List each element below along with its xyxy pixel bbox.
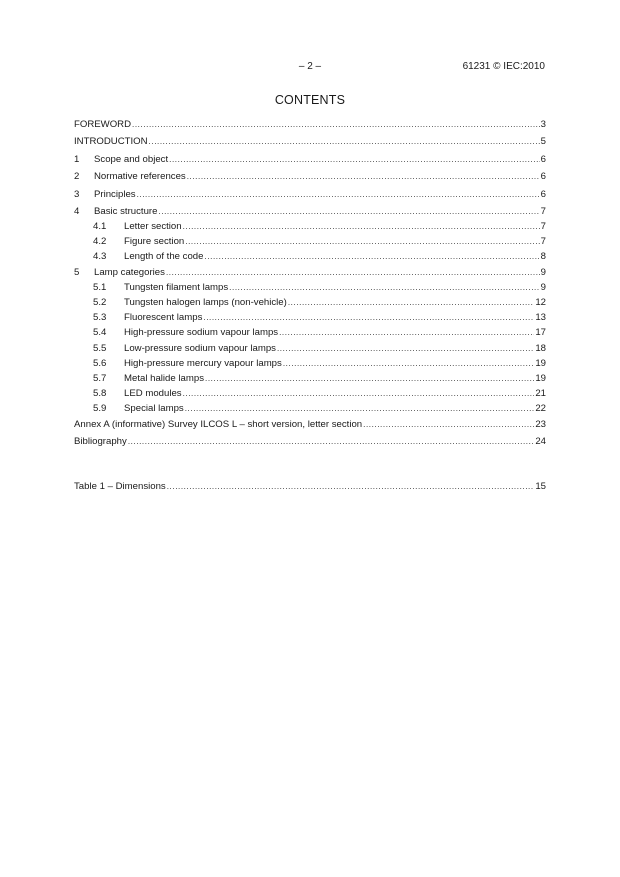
toc-entry[interactable] <box>74 117 546 132</box>
dot-leader <box>183 219 540 234</box>
toc-entry-page: 24 <box>535 435 546 447</box>
dot-leader <box>166 265 540 280</box>
dot-leader <box>203 310 534 325</box>
toc-entry-number: 5.2 <box>93 297 107 308</box>
toc-entry-title: Figure section <box>124 236 185 248</box>
toc-entry-page: 5 <box>540 136 546 148</box>
toc-entry[interactable] <box>74 386 546 401</box>
toc-entry-title: Letter section <box>124 221 182 233</box>
toc-entry-number: 1 <box>74 153 80 165</box>
toc-entry[interactable] <box>74 234 546 249</box>
toc-entry-title: Scope and object <box>94 153 169 165</box>
toc-entry-title: High-pressure mercury vapour lamps <box>124 357 282 369</box>
dot-leader <box>279 325 534 340</box>
dot-leader <box>185 401 535 416</box>
toc-entry-page: 9 <box>540 266 546 278</box>
toc-entry-title: FOREWORD <box>74 119 132 130</box>
toc-entry-title: Annex A (informative) Survey ILCOS L – short version, letter section <box>74 418 363 430</box>
toc-entry-title: Lamp categories <box>94 266 165 278</box>
toc-entry[interactable] <box>74 265 546 280</box>
toc-entry-page: 7 <box>540 221 546 233</box>
dot-leader <box>204 249 539 264</box>
toc-entry[interactable] <box>74 310 546 325</box>
toc-entry-number: 4.2 <box>93 236 107 248</box>
toc-entry-page: 7 <box>540 205 546 217</box>
toc-entry[interactable] <box>74 295 546 310</box>
toc-entry-number: 5.5 <box>93 342 107 354</box>
toc-entry[interactable] <box>74 401 546 416</box>
toc-entry[interactable] <box>74 169 546 184</box>
dot-leader <box>283 356 535 371</box>
contents-title: CONTENTS <box>274 93 346 107</box>
table-list-entry[interactable] <box>74 479 546 494</box>
toc-entry-title: Fluorescent lamps <box>124 312 203 324</box>
table-entry-page: 15 <box>535 481 546 493</box>
dot-leader <box>169 152 540 167</box>
toc-entry[interactable] <box>74 152 546 167</box>
toc-entry-title: Special lamps <box>124 403 184 415</box>
toc-entry-number: 3 <box>74 188 80 200</box>
toc-entry[interactable] <box>74 134 546 149</box>
toc-entry-number: 5.7 <box>93 372 107 384</box>
toc-entry-title: Bibliography <box>74 435 127 447</box>
toc-entry-number: 5.9 <box>93 403 107 415</box>
toc-entry-page: 6 <box>540 153 546 165</box>
toc-entry-page: 17 <box>535 327 546 339</box>
toc-entry[interactable] <box>74 434 546 449</box>
toc-entry-number: 5.1 <box>93 281 107 293</box>
toc-entry-title: Metal halide lamps <box>124 372 204 384</box>
toc-entry[interactable] <box>74 371 546 386</box>
dot-leader <box>183 386 535 401</box>
toc-entry-title: Tungsten halogen lamps (non-vehicle) <box>124 297 287 308</box>
toc-entry[interactable] <box>74 204 546 219</box>
toc-entry[interactable] <box>74 356 546 371</box>
toc-entry-title: High-pressure sodium vapour lamps <box>124 327 279 339</box>
toc-entry[interactable] <box>74 187 546 202</box>
toc-entry-number: 4 <box>74 205 80 217</box>
table-of-contents <box>74 117 546 494</box>
toc-entry-number: 2 <box>74 171 80 183</box>
dot-leader <box>149 134 540 149</box>
toc-entry[interactable] <box>74 219 546 234</box>
dot-leader <box>363 417 534 432</box>
toc-entry[interactable] <box>74 249 546 264</box>
dot-leader <box>277 341 534 356</box>
toc-entry-number: 5.8 <box>93 388 107 400</box>
toc-entry[interactable] <box>74 280 546 295</box>
toc-entry[interactable] <box>74 325 546 340</box>
dot-leader <box>229 280 539 295</box>
toc-entry-number: 5 <box>74 266 80 278</box>
toc-entry-title: LED modules <box>124 388 182 400</box>
toc-entry-title: Principles <box>94 188 136 200</box>
toc-entry-page: 6 <box>540 171 546 183</box>
toc-entry-number: 5.3 <box>93 312 107 324</box>
dot-leader <box>185 234 539 249</box>
toc-entry-title: Low-pressure sodium vapour lamps <box>124 342 276 354</box>
toc-entry-page: 13 <box>535 312 546 324</box>
dot-leader <box>288 295 534 310</box>
toc-entry-page: 8 <box>540 251 546 263</box>
toc-entry-page: 19 <box>535 357 546 369</box>
table-entry-title: Table 1 – Dimensions <box>74 481 166 493</box>
toc-entry-title: Normative references <box>94 171 186 183</box>
dot-leader <box>132 117 540 132</box>
standard-reference: 61231 © IEC:2010 <box>462 61 545 72</box>
toc-entry-page: 18 <box>535 342 546 354</box>
page-number: – 2 – <box>298 61 322 72</box>
toc-entry-page: 19 <box>535 372 546 384</box>
toc-entry-page: 9 <box>540 281 546 293</box>
toc-entry-title: Basic structure <box>94 205 158 217</box>
dot-leader <box>167 479 535 494</box>
toc-entry-page: 7 <box>540 236 546 248</box>
dot-leader <box>128 434 535 449</box>
toc-entry-number: 4.1 <box>93 221 107 233</box>
toc-entry-page: 12 <box>535 297 546 308</box>
toc-entry[interactable] <box>74 417 546 432</box>
toc-entry-number: 5.6 <box>93 357 107 369</box>
dot-leader <box>137 187 540 202</box>
toc-entry-number: 5.4 <box>93 327 107 339</box>
dot-leader <box>205 371 534 386</box>
toc-entry-title: INTRODUCTION <box>74 136 148 148</box>
toc-entry-page: 23 <box>535 418 546 430</box>
toc-entry-title: Tungsten filament lamps <box>124 281 229 293</box>
toc-entry-number: 4.3 <box>93 251 107 263</box>
dot-leader <box>187 169 540 184</box>
toc-entry-title: Length of the code <box>124 251 204 263</box>
toc-entry-page: 6 <box>540 188 546 200</box>
dot-leader <box>158 204 539 219</box>
toc-entry-page: 22 <box>535 403 546 415</box>
toc-entry-page: 21 <box>535 388 546 400</box>
toc-entry[interactable] <box>74 341 546 356</box>
toc-entry-page: 3 <box>540 119 546 130</box>
